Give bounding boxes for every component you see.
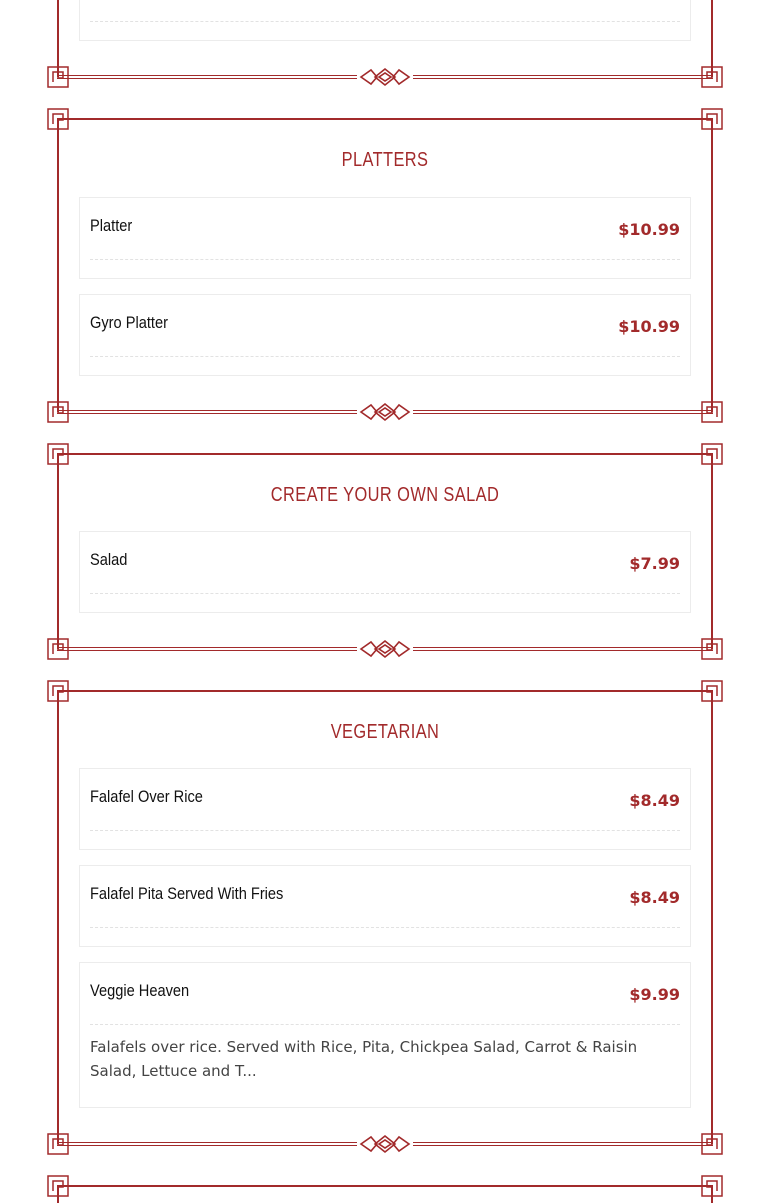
corner-ornament-icon bbox=[47, 680, 69, 702]
item-divider bbox=[90, 927, 680, 928]
menu-item-card[interactable] bbox=[79, 768, 691, 850]
item-price: $10.99 bbox=[618, 317, 680, 336]
section-title-salad: CREATE YOUR OWN SALAD bbox=[270, 484, 500, 506]
knot-ornament-icon bbox=[357, 1132, 413, 1156]
item-divider bbox=[90, 259, 680, 260]
item-price: $10.99 bbox=[618, 220, 680, 239]
menu-item-card[interactable] bbox=[79, 197, 691, 279]
corner-ornament-icon bbox=[47, 1133, 69, 1155]
item-divider bbox=[90, 21, 680, 22]
item-name: Falafel Pita Served With Fries bbox=[90, 884, 284, 903]
corner-ornament-icon bbox=[701, 66, 723, 88]
item-name: Veggie Heaven bbox=[90, 981, 190, 1000]
section-divider bbox=[57, 637, 713, 661]
knot-ornament-icon bbox=[357, 65, 413, 89]
item-name: Platter bbox=[90, 216, 133, 235]
item-name: Falafel Over Rice bbox=[90, 787, 203, 806]
item-divider bbox=[90, 830, 680, 831]
item-description: Falafels over rice. Served with Rice, Pita, Chickpea Salad, Carrot & Raisin Salad, Lettuce and T... bbox=[90, 1038, 638, 1080]
section-divider bbox=[57, 65, 713, 89]
section-title-vegetarian: VEGETARIAN bbox=[330, 721, 440, 743]
corner-ornament-icon bbox=[47, 443, 69, 465]
corner-ornament-icon bbox=[701, 638, 723, 660]
corner-ornament-icon bbox=[701, 108, 723, 130]
knot-ornament-icon bbox=[357, 400, 413, 424]
item-price: $7.99 bbox=[629, 554, 680, 573]
item-divider bbox=[90, 593, 680, 594]
item-name: Salad bbox=[90, 550, 128, 569]
section-title-platters: PLATTERS bbox=[341, 149, 429, 171]
section-divider bbox=[57, 1132, 713, 1156]
corner-ornament-icon bbox=[47, 401, 69, 423]
item-name: Gyro Platter bbox=[90, 313, 169, 332]
item-price: $8.49 bbox=[629, 888, 680, 907]
menu-item-card-partial[interactable] bbox=[79, 0, 691, 41]
corner-ornament-icon bbox=[47, 1175, 69, 1197]
corner-ornament-icon bbox=[701, 401, 723, 423]
menu-item-card[interactable] bbox=[79, 531, 691, 613]
item-divider bbox=[90, 356, 680, 357]
item-price: $8.49 bbox=[629, 791, 680, 810]
menu-item-card[interactable] bbox=[79, 865, 691, 947]
item-divider bbox=[90, 1024, 680, 1025]
section-frame-next bbox=[57, 1185, 713, 1203]
corner-ornament-icon bbox=[701, 1175, 723, 1197]
section-divider bbox=[57, 400, 713, 424]
item-price: $9.99 bbox=[629, 985, 680, 1004]
corner-ornament-icon bbox=[47, 66, 69, 88]
corner-ornament-icon bbox=[701, 680, 723, 702]
knot-ornament-icon bbox=[357, 637, 413, 661]
menu-item-card[interactable] bbox=[79, 294, 691, 376]
corner-ornament-icon bbox=[47, 638, 69, 660]
corner-ornament-icon bbox=[47, 108, 69, 130]
menu-item-card[interactable] bbox=[79, 962, 691, 1108]
corner-ornament-icon bbox=[701, 1133, 723, 1155]
corner-ornament-icon bbox=[701, 443, 723, 465]
